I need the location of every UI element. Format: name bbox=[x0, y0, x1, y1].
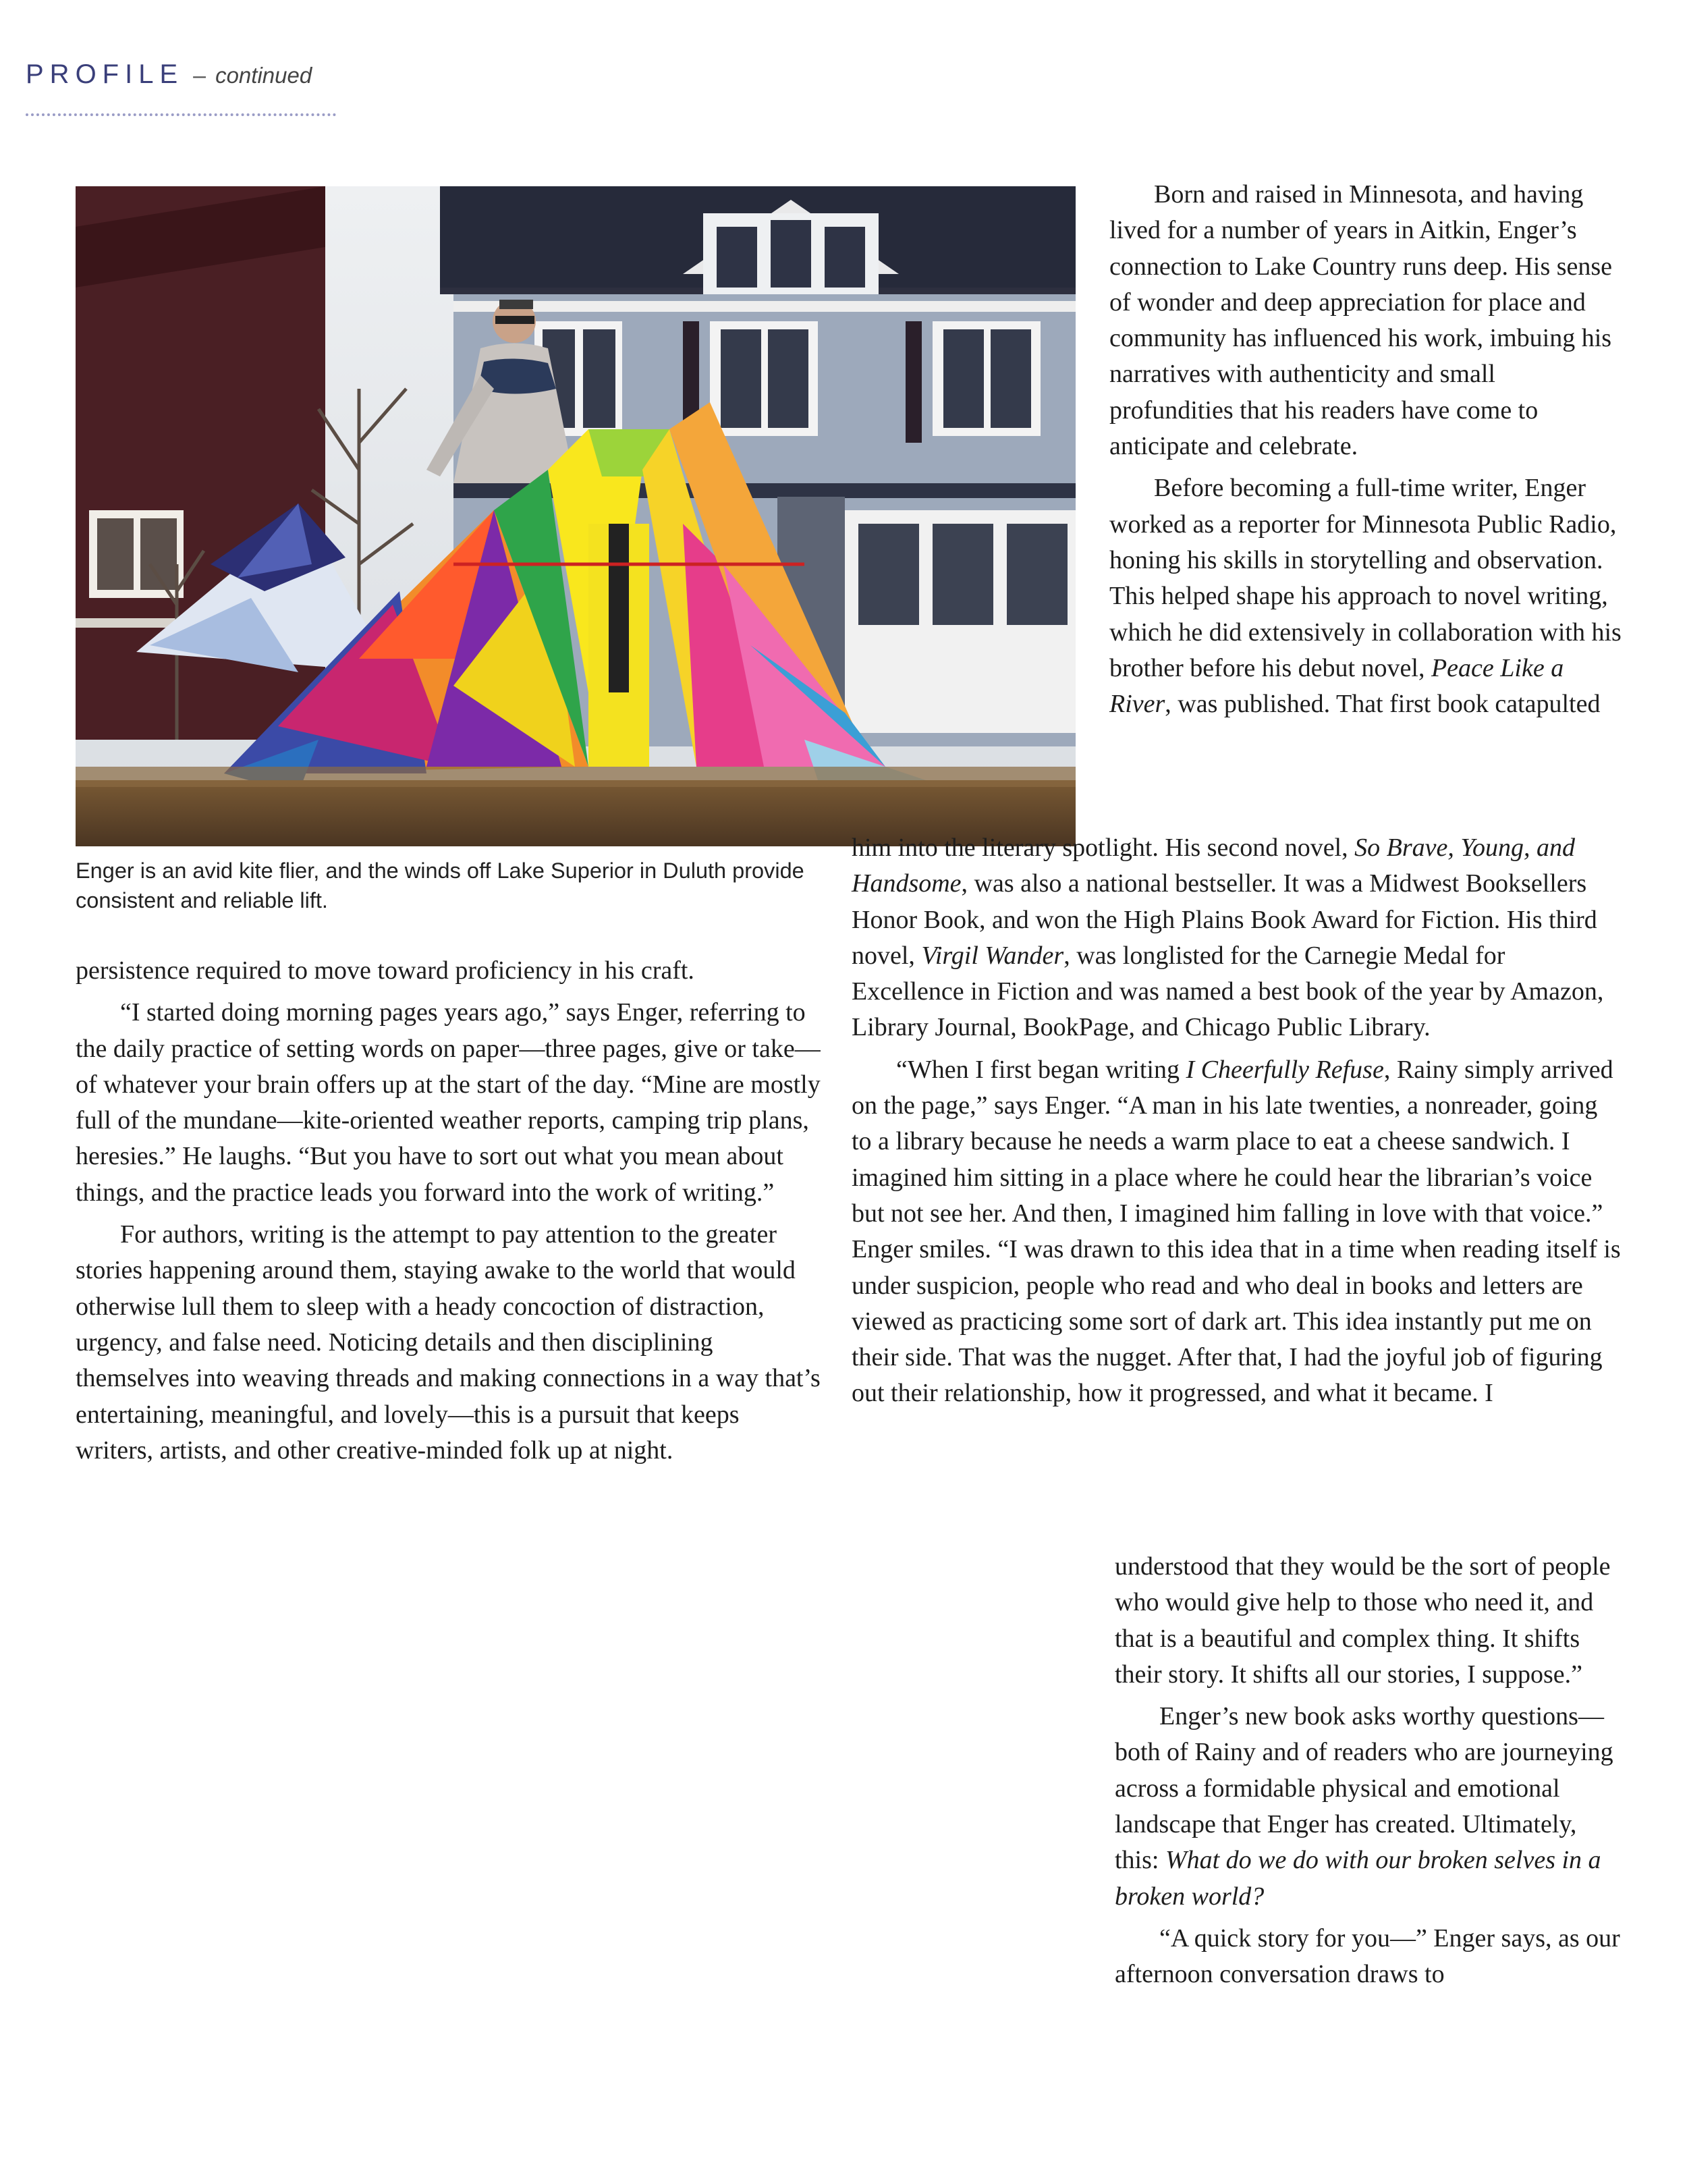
paragraph-morning-pages: “I started doing morning pages years ago,” says Enger, referring to the daily practice of setting words on paper—three pages, give or take—of whatever your brain offers up at the start of the day. “Mine are mostly full of the mundane—kite-oriented weather reports, camping trip plans, heresies.” He laughs. “But you have to sort out what you mean about things, and the practice leads you forward into the work of writing.” bbox=[76, 998, 821, 1207]
book-title-virgil-wander: Virgil Wander bbox=[921, 941, 1064, 970]
paragraph-minnesota: Born and raised in Minnesota, and having lived for a number of years in Aitkin, Enger’s connection to Lake Country runs deep. His sense of wonder and deep appreciation for place and community has influenced his work, imbuing his narratives with authenticity and small profundities that his readers have come to anticipate and celebrate. bbox=[1109, 180, 1613, 461]
paragraph-reporter-text: Before becoming a full-time writer, Enger worked as a reporter for Minnesota Public Radio, honing his skills in storytelling and observation. This helped shape his approach to novel writing, which he did extensively in collaboration with his brother before his debut novel, bbox=[1109, 474, 1622, 682]
left-column bbox=[76, 953, 821, 1469]
paragraph-help: understood that they would be the sort of people who would give help to those who need it, and that is a beautiful and complex thing. It shifts their story. It shifts all our stories, I suppose.” bbox=[1115, 1552, 1611, 1689]
paragraph-questions-a: Enger’s new book asks worthy questions—both of Rainy and of readers who are journeying across a formidable physical and emotional landscape that Enger has created. Ultimately, this: bbox=[1115, 1702, 1613, 1875]
paragraph-rainy-b: , Rainy simply arrived on the page,” says Enger. “A man in his late twenties, a nonreader, going to a library because he needs a warm place to eat a cheese sandwich. I imagined him sitting in a place where he could hear the librarian’s voice but not see her. And then, I imagined him falling in love with that voice.” Enger smiles. “I was drawn to this idea that in a time when reading itself is under suspicion, people who read and who deal in books and letters are viewed as practicing some sort of dark art. This idea instantly put me on their side. That was the nugget. After that, I had the joyful job of figuring out their relationship, how it progressed, and what it became. I bbox=[852, 1055, 1621, 1408]
paragraph-persistence: persistence required to move toward proficiency in his craft. bbox=[76, 956, 694, 985]
right-column-middle bbox=[852, 830, 1622, 1412]
paragraph-novels-a: him into the literary spotlight. His second novel, bbox=[852, 834, 1348, 862]
paragraph-reporter-tail: , was published. That first book catapulted bbox=[1165, 690, 1601, 719]
book-title-peace-like-a-river: Peace Like a River bbox=[1109, 653, 1564, 719]
paragraph-novels-b: , was also a national bestseller. It was a Midwest Booksellers Honor Book, and won the High Plains Book Award for Fiction. His third novel, bbox=[852, 869, 1597, 970]
right-column-top bbox=[1109, 177, 1622, 722]
question-broken-selves: What do we do with our broken selves in a broken world? bbox=[1115, 1846, 1601, 1911]
paragraph-novels bbox=[852, 830, 1622, 1046]
paragraph-reporter bbox=[1109, 470, 1622, 722]
paragraph-rainy-a: “When I first began writing bbox=[896, 1055, 1180, 1084]
book-title-so-brave: So Brave, Young, and Handsome bbox=[852, 834, 1576, 898]
paragraph-rainy bbox=[852, 1052, 1622, 1412]
section-label: PROFILE bbox=[26, 59, 184, 89]
paragraph-novels-c: , was longlisted for the Carnegie Medal for Excellence in Fiction and was named a best book of the year by Amazon, Library Journal, BookPage, and Chicago Public Library. bbox=[852, 941, 1604, 1042]
header-dotted-rule bbox=[26, 113, 336, 116]
photo-caption: Enger is an avid kite flier, and the winds off Lake Superior in Duluth provide consistent and reliable lift. bbox=[76, 858, 804, 912]
continued-label: continued bbox=[215, 63, 312, 88]
paragraph-quick-story: “A quick story for you—” Enger says, as our afternoon conversation draws to bbox=[1115, 1923, 1620, 1989]
book-title-i-cheerfully-refuse: I Cheerfully Refuse bbox=[1186, 1055, 1384, 1084]
header-dash: – bbox=[193, 63, 206, 88]
right-column-bottom bbox=[1115, 1549, 1622, 1993]
section-header bbox=[26, 59, 312, 90]
paragraph-questions bbox=[1115, 1699, 1622, 1915]
paragraph-authors: For authors, writing is the attempt to pay attention to the greater stories happening around them, staying awake to the world that would otherwise lull them to sleep with a heady concoction of distraction, urgency, and false need. Noticing details and then disciplining themselves into weaving threads and making connections in a way that’s entertaining, meaningful, and lovely—this is a pursuit that keeps writers, artists, and other creative-minded folk up at night. bbox=[76, 1220, 821, 1465]
kite-photo bbox=[76, 186, 1076, 846]
